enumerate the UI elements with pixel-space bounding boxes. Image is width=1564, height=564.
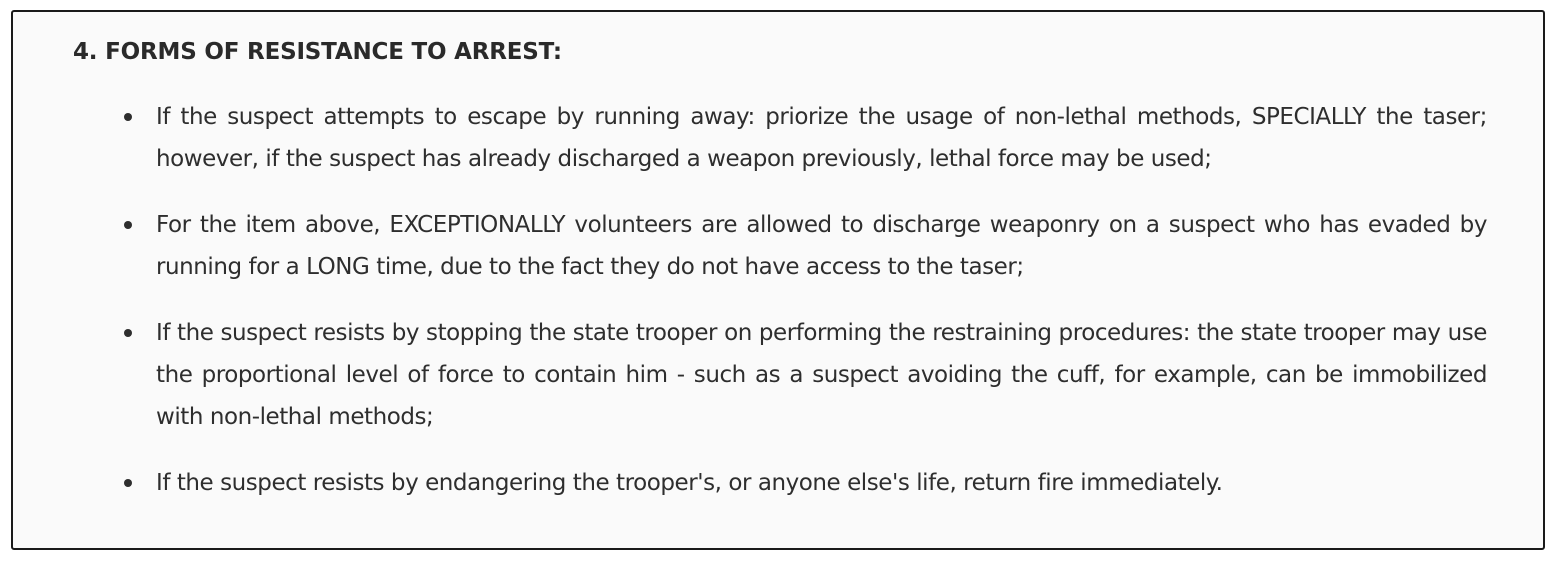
list-item — [156, 96, 1487, 180]
list-item-text: If the suspect resists by stopping the state trooper on performing the restraining procedures: the state trooper may use the proportional level of force to contain him - such as a suspect avoiding the cuff, for example, can be immobilized with non-lethal methods; — [156, 320, 1487, 430]
bullet-icon — [124, 221, 132, 229]
document-panel — [11, 10, 1545, 550]
bullet-icon — [124, 479, 132, 487]
list-item-text: For the item above, EXCEPTIONALLY volunteers are allowed to discharge weaponry on a suspect who has evaded by running for a LONG time, due to the fact they do not have access to the taser; — [156, 212, 1487, 280]
section-heading: 4. FORMS OF RESISTANCE TO ARREST: — [73, 39, 562, 65]
list-item — [156, 462, 1487, 504]
rules-list — [156, 96, 1487, 504]
list-item — [156, 204, 1487, 288]
list-item-text: If the suspect resists by endangering the trooper's, or anyone else's life, return fire immediately. — [156, 470, 1223, 496]
list-item-text: If the suspect attempts to escape by running away: priorize the usage of non-lethal methods, SPECIALLY the taser; however, if the suspect has already discharged a weapon previously, lethal force may be used; — [156, 104, 1487, 172]
bullet-icon — [124, 113, 132, 121]
bullet-icon — [124, 329, 132, 337]
list-item — [156, 312, 1487, 438]
